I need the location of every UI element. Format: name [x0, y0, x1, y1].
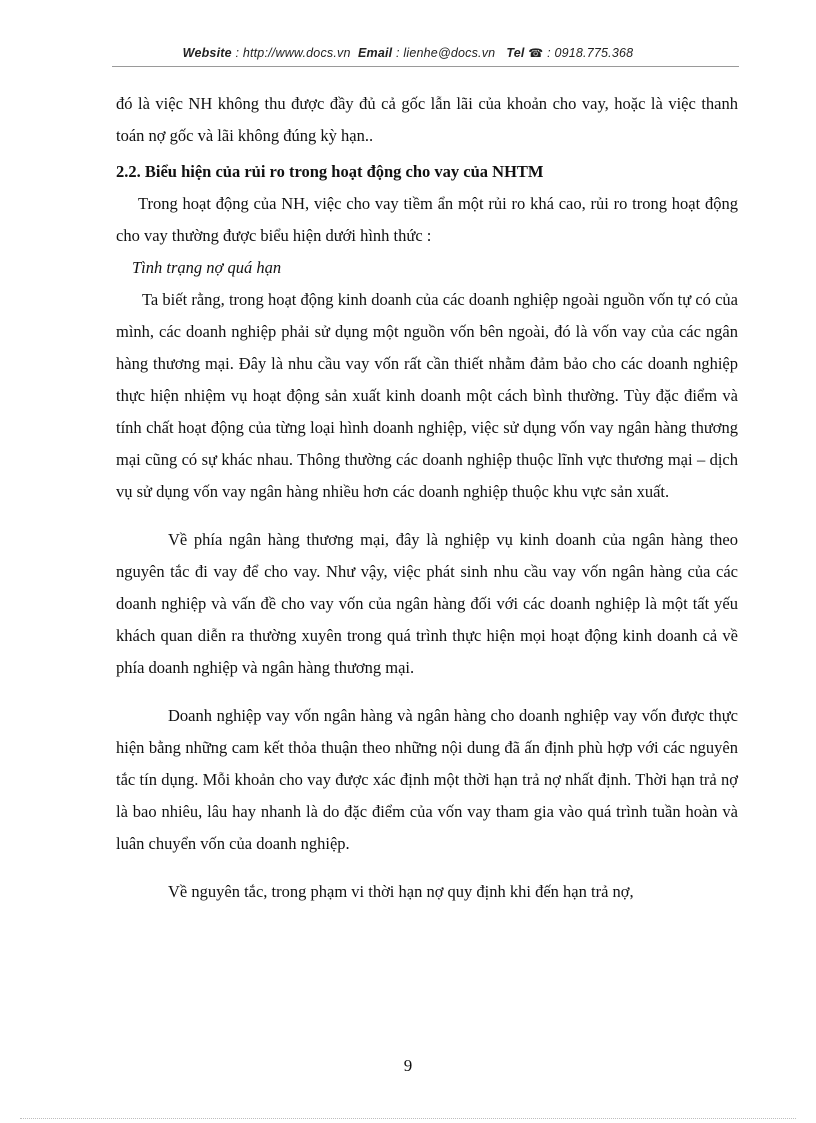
page-header — [0, 46, 816, 60]
section-heading: 2.2. Biểu hiện của rủi ro trong hoạt động cho vay của NHTM — [116, 162, 544, 181]
website-value: : http://www.docs.vn — [235, 46, 351, 60]
subheading: Tình trạng nợ quá hạn — [132, 258, 282, 277]
phone-icon: ☎ — [528, 46, 544, 60]
footer-divider — [20, 1118, 796, 1119]
website-label: Website — [182, 46, 232, 60]
paragraph-intro: Trong hoạt động của NH, việc cho vay tiềm ẩn một rủi ro khá cao, rủi ro trong hoạt động cho vay thường được biểu hiện dưới hình thức : — [116, 194, 738, 245]
tel-label: Tel — [506, 46, 525, 60]
tel-value: : 0918.775.368 — [547, 46, 634, 60]
email-label: Email — [358, 46, 393, 60]
paragraph: Ta biết rằng, trong hoạt động kinh doanh của các doanh nghiệp ngoài nguồn vốn tự có của mình, các doanh nghiệp phải sử dụng một nguồn vốn bên ngoài, đó là vốn vay của các ngân hàng thương mại. Đây là nhu cầu vay vốn rất cần thiết nhằm đảm bảo cho các doanh nghiệp thực hiện nhiệm vụ hoạt động sản xuất kinh doanh một cách bình thường. Tùy đặc điểm và tính chất hoạt động của từng loại hình doanh nghiệp, việc sử dụng vốn vay ngân hàng thương mại cũng có sự khác nhau. Thông thường các doanh nghiệp thuộc lĩnh vực thương mại – dịch vụ sử dụng vốn vay ngân hàng nhiều hơn các doanh nghiệp thuộc khu vực sản xuất. — [116, 290, 738, 501]
paragraph-continuation: đó là việc NH không thu được đầy đủ cả gốc lẫn lãi của khoản cho vay, hoặc là việc thanh toán nợ gốc và lãi không đúng kỳ hạn.. — [116, 94, 738, 145]
email-value: : lienhe@docs.vn — [396, 46, 496, 60]
page-number: 9 — [403, 1056, 413, 1075]
document-body — [116, 88, 738, 908]
header-divider — [112, 66, 739, 67]
paragraph: Về nguyên tắc, trong phạm vi thời hạn nợ quy định khi đến hạn trả nợ, — [168, 882, 634, 901]
paragraph: Về phía ngân hàng thương mại, đây là nghiệp vụ kinh doanh của ngân hàng theo nguyên tắc đi vay để cho vay. Như vậy, việc phát sinh nhu cầu vay vốn ngân hàng của các doanh nghiệp và vấn đề cho vay vốn của ngân hàng đối với các doanh nghiệp là một tất yếu khách quan diễn ra thường xuyên trong quá trình thực hiện mọi hoạt động kinh doanh cả về phía doanh nghiệp và ngân hàng thương mại. — [116, 530, 738, 677]
paragraph: Doanh nghiệp vay vốn ngân hàng và ngân hàng cho doanh nghiệp vay vốn được thực hiện bằng những cam kết thỏa thuận theo những nội dung đã ấn định phù hợp với các nguyên tắc tín dụng. Mỗi khoản cho vay được xác định một thời hạn trả nợ nhất định. Thời hạn trả nợ là bao nhiêu, lâu hay nhanh là do đặc điểm của vốn vay tham gia vào quá trình tuần hoàn và luân chuyển vốn của doanh nghiệp. — [116, 706, 738, 853]
